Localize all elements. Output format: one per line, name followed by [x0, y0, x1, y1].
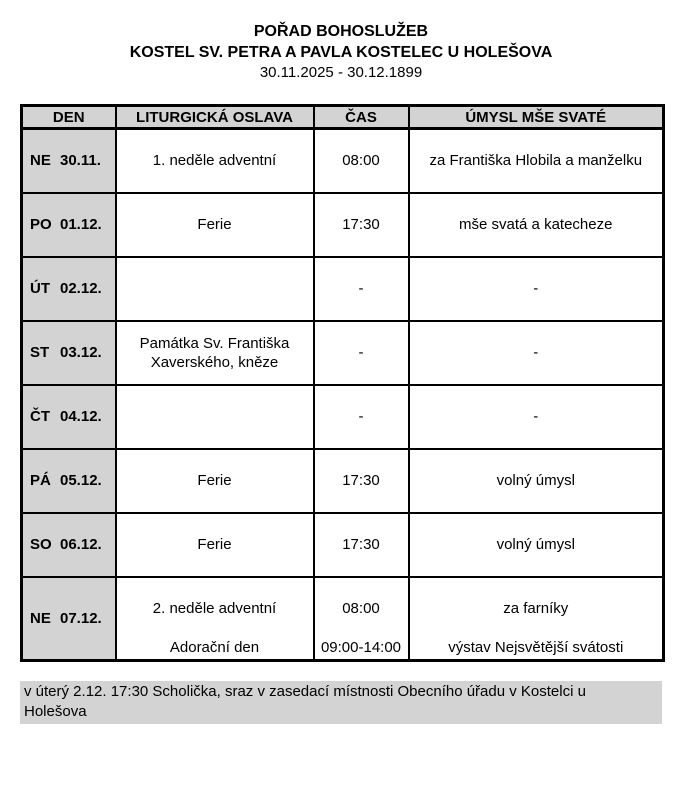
intention-cell	[409, 193, 664, 257]
day-date: 03.12.	[60, 344, 102, 361]
time-cell-text: -	[358, 280, 364, 297]
date-range: 30.11.2025 - 30.12.1899	[259, 64, 423, 81]
day-abbrev: PO	[30, 216, 52, 233]
intention-cell	[409, 513, 664, 577]
day-abbrev: ČT	[30, 408, 50, 425]
intention-cell-text: mše svatá a katecheze	[459, 216, 613, 233]
intention-cell-text: volný úmysl	[496, 472, 575, 489]
celebration-cell-text: 2. neděle adventní	[152, 600, 277, 618]
day-cell	[22, 513, 116, 577]
celebration-cell	[116, 257, 314, 321]
day-cell	[22, 449, 116, 513]
day-abbrev: SO	[30, 536, 52, 553]
table-row	[22, 577, 664, 661]
time-cell	[314, 321, 409, 385]
celebration-cell	[116, 129, 314, 193]
day-date: 02.12.	[60, 280, 102, 297]
footer-note: v úterý 2.12. 17:30 Scholička, sraz v zasedací místnosti Obecního úřadu v Kostelci u Holešova	[20, 681, 662, 724]
celebration-cell	[116, 577, 314, 661]
intention-cell-secondary-text: výstav Nejsvětější svátosti	[448, 639, 624, 657]
celebration-cell-text: 1. neděle adventní	[152, 152, 277, 170]
time-cell	[314, 449, 409, 513]
col-header-cas: ČAS	[314, 106, 409, 129]
day-abbrev: ÚT	[30, 280, 50, 297]
page-subtitle: KOSTEL SV. PETRA A PAVLA KOSTELEC U HOLEŠOVA	[129, 44, 553, 61]
day-date: 05.12.	[60, 472, 102, 489]
table-row	[22, 513, 664, 577]
intention-cell	[409, 257, 664, 321]
table-header-row	[22, 106, 664, 129]
table-row	[22, 257, 664, 321]
intention-cell	[409, 577, 664, 661]
time-cell-text: -	[358, 344, 364, 361]
day-cell	[22, 193, 116, 257]
day-date: 30.11.	[60, 152, 101, 170]
title-block	[20, 21, 662, 83]
time-cell-text: 08:00	[342, 600, 380, 618]
time-cell	[314, 513, 409, 577]
day-date: 04.12.	[60, 408, 102, 425]
day-abbrev: ST	[30, 344, 50, 361]
day-cell	[22, 257, 116, 321]
time-cell-text: 17:30	[342, 472, 380, 489]
time-cell	[314, 257, 409, 321]
intention-cell-text: -	[533, 408, 539, 425]
time-cell-text: -	[358, 408, 364, 425]
intention-cell-text: za farníky	[503, 600, 569, 618]
celebration-cell-text	[117, 259, 313, 319]
time-cell	[314, 385, 409, 449]
celebration-cell	[116, 385, 314, 449]
celebration-cell-text: Ferie	[197, 536, 232, 553]
day-cell	[22, 577, 116, 661]
table-row	[22, 129, 664, 193]
celebration-cell-secondary-text: Adorační den	[169, 639, 260, 657]
col-header-umysl: ÚMYSL MŠE SVATÉ	[409, 106, 664, 129]
day-abbrev: PÁ	[30, 472, 51, 489]
table-row	[22, 193, 664, 257]
day-date: 07.12.	[60, 609, 102, 627]
celebration-cell-text: Ferie	[197, 216, 232, 233]
celebration-cell-text	[117, 387, 313, 447]
table-row	[22, 449, 664, 513]
time-cell-secondary-text: 09:00-14:00	[320, 639, 402, 657]
day-cell	[22, 321, 116, 385]
time-cell	[314, 129, 409, 193]
intention-cell	[409, 449, 664, 513]
intention-cell-text: -	[533, 344, 539, 361]
time-cell	[314, 577, 409, 661]
day-abbrev: NE	[30, 609, 51, 627]
time-cell	[314, 193, 409, 257]
celebration-cell	[116, 321, 314, 385]
day-date: 01.12.	[60, 216, 102, 233]
day-date: 06.12.	[60, 536, 102, 553]
celebration-cell-text: Památka Sv. Františka Xaverského, kněze	[139, 334, 290, 371]
intention-cell-text: za Františka Hlobila a manželku	[429, 152, 643, 170]
col-header-den: DEN	[22, 106, 116, 129]
celebration-cell	[116, 193, 314, 257]
intention-cell	[409, 385, 664, 449]
intention-cell	[409, 321, 664, 385]
col-header-liturgicka-oslava: LITURGICKÁ OSLAVA	[116, 106, 314, 129]
celebration-cell	[116, 449, 314, 513]
table-row	[22, 385, 664, 449]
schedule-page	[0, 21, 684, 724]
schedule-table	[20, 104, 665, 662]
time-cell-text: 17:30	[342, 216, 380, 233]
day-cell	[22, 129, 116, 193]
intention-cell	[409, 129, 664, 193]
table-body	[22, 129, 664, 661]
celebration-cell	[116, 513, 314, 577]
time-cell-text: 08:00	[342, 152, 380, 170]
day-cell	[22, 385, 116, 449]
page-title: POŘAD BOHOSLUŽEB	[253, 23, 429, 40]
table-row	[22, 321, 664, 385]
time-cell-text: 17:30	[342, 536, 380, 553]
day-abbrev: NE	[30, 152, 51, 170]
intention-cell-text: volný úmysl	[496, 536, 575, 553]
celebration-cell-text: Ferie	[197, 472, 232, 489]
intention-cell-text: -	[533, 280, 539, 297]
